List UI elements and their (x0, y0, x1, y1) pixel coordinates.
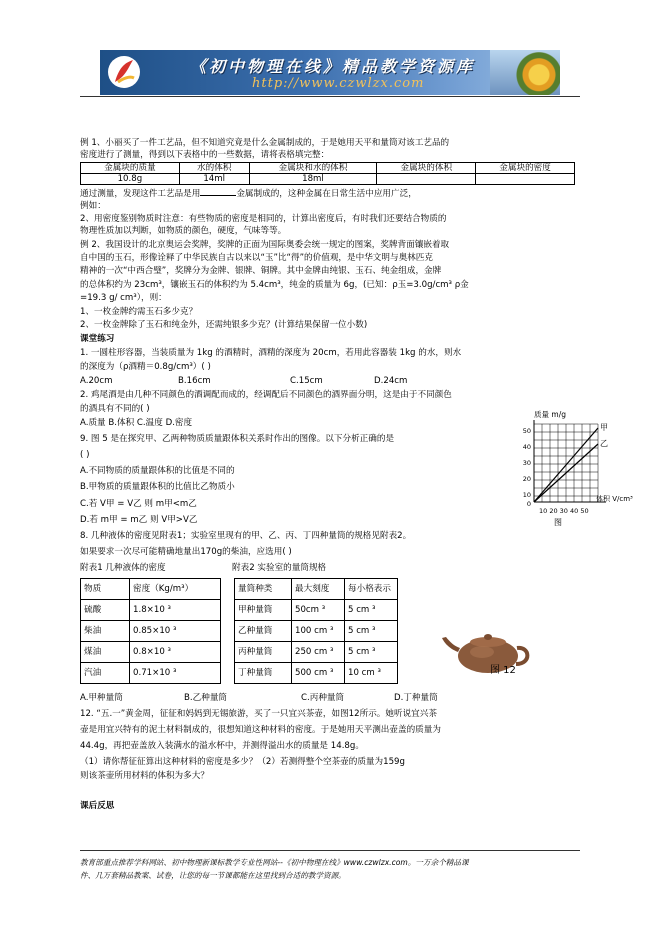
text-part: 通过测量，发现这件工艺品是用 (80, 189, 201, 199)
sunflower-image (490, 50, 560, 95)
graph-caption: 图 (554, 518, 562, 527)
text-line: 12. “五.一”黄金周，征征和妈妈到无锡旅游，买了一只宜兴茶壶，如图12所示。她听说宜兴茶 (80, 709, 437, 719)
table-cell: 0.71×10 ³ (130, 663, 221, 684)
text-line: 2、一枚金牌除了玉石和纯金外，还需纯银多少克？(计算结果保留一位小数) (80, 320, 368, 330)
footer-text: 教育部重点推荐学科网站、初中物理新课标教学专业性网站--《初中物理在线》www.czwlzx.com。一万余个精品课 (80, 858, 469, 867)
table-cell: 煤油 (81, 642, 130, 663)
table-cell: 500 cm ³ (292, 663, 345, 684)
table-cell: 10 cm ³ (345, 663, 398, 684)
table-cell (377, 174, 476, 185)
option: B.乙种量筒 (184, 693, 228, 703)
text-line: 1、一枚金牌约需玉石多少克？ (80, 307, 198, 317)
y-tick: 10 (522, 491, 531, 499)
table-header: 水的体积 (179, 163, 249, 174)
option: C.丙种量筒 (301, 693, 345, 703)
table-cell: 丙种量筒 (235, 642, 292, 663)
table-header: 金属块的质量 (81, 163, 180, 174)
text-line: 精神的一次“中西合璧”，奖牌分为金牌、银牌、铜牌。其中金牌由纯银、玉石、纯金组成，金牌 (80, 266, 442, 276)
line-b-label: 乙 (600, 439, 608, 448)
table-cell: 0.8×10 ³ (130, 642, 221, 663)
text-line: （1）请你帮征征算出这种材料的密度是多少？（2）若测得整个空茶壶的质量为159g (80, 757, 405, 767)
text-line: C.若 V甲 = V乙 则 m甲<m乙 (80, 499, 197, 509)
metal-table (80, 162, 575, 185)
text-line: B.甲物质的质量跟体积的比值比乙物质小 (80, 482, 235, 492)
header-rule (80, 96, 580, 97)
table-cell (476, 174, 575, 185)
text-line: 例如： (80, 201, 106, 211)
table-caption: 附表2 实验室的量筒规格 (232, 563, 327, 573)
text-line: 例 2、我国设计的北京奥运会奖牌，奖牌的正面为国际奥委会统一规定的图案，奖牌背面镶嵌着取 (80, 240, 450, 250)
banner-url: http://www.czwlzx.com (252, 76, 425, 91)
x-ticks: 10 20 30 40 50 (539, 507, 589, 515)
table-cell: 5 cm ³ (345, 621, 398, 642)
y-tick: 0 (526, 500, 531, 508)
figure-caption: 图 12 (490, 665, 516, 676)
footer-text: 件、几万套精品教案、试卷，让您的每一节课都能在这里找到合适的教学资源。 (80, 871, 346, 880)
table-header: 每小格表示 (345, 579, 398, 600)
option: A.20cm (80, 376, 113, 386)
text-line: D.若 m甲 = m乙 则 V甲>V乙 (80, 515, 198, 525)
text-line (80, 189, 417, 200)
graph-xlabel: 体积 V/cm³ (596, 495, 633, 503)
text-line: 自中国的玉石，形像诠释了中华民族自古以来以“玉”比“得”的价值观，是中华文明与奥林匹克 (80, 253, 433, 263)
text-line: 的深度为（ρ酒精＝0.8g/cm³）( ) (80, 362, 211, 372)
table-cell: 5 cm ³ (345, 642, 398, 663)
table-cell: 50cm ³ (292, 600, 345, 621)
text-part: 金属制成的，这种金属在日常生活中应用广泛， (236, 189, 417, 199)
teapot-image (438, 618, 538, 678)
text-line: 44.4g，再把壶盖放入装满水的溢水杯中，并测得溢出水的质量是 14.8g。 (80, 741, 364, 751)
text-line: 1. 一圆柱形容器，当装质量为 1kg 的酒精时，酒精的深度为 20cm，若用此容器装 1kg 的水，则水 (80, 348, 462, 358)
section-title: 课后反思 (80, 801, 115, 811)
table-cell: 乙种量筒 (235, 621, 292, 642)
table-cell: 丁种量筒 (235, 663, 292, 684)
logo-icon (106, 54, 142, 90)
text-line: A.不同物质的质量跟体积的比值是不同的 (80, 466, 235, 476)
text-line: 2、用密度鉴别物质时注意：有些物质的密度是相同的，计算出密度后，有时我们还要结合物质的 (80, 214, 447, 224)
graph-ylabel: 质量 m/g (534, 410, 566, 419)
table-cell: 18ml (249, 174, 377, 185)
table-header: 物质 (81, 579, 130, 600)
table-cell: 硫酸 (81, 600, 130, 621)
table-header: 量筒种类 (235, 579, 292, 600)
table-cell: 柴油 (81, 621, 130, 642)
text-line: =19.3 g/ cm³），则： (80, 293, 167, 303)
y-tick: 40 (522, 443, 531, 451)
table-cell: 1.8×10 ³ (130, 600, 221, 621)
text-line: 的总体积约为 23cm³，镶嵌玉石的体积约为 5.4cm³，纯金的质量为 6g，(已知：ρ玉=3.0g/cm³ ρ金 (80, 280, 469, 290)
table-cell: 汽油 (81, 663, 130, 684)
table-cell: 甲种量筒 (235, 600, 292, 621)
cylinder-table (234, 578, 398, 684)
table-header: 最大刻度 (292, 579, 345, 600)
section-title: 课堂练习 (80, 334, 115, 344)
y-tick: 30 (522, 459, 531, 467)
text-line: 壶是用宜兴特有的泥土材料制成的，很想知道这种材料的密度。于是她用天平测出壶盖的质量为 (80, 725, 441, 735)
option: D.丁种量筒 (394, 693, 438, 703)
density-table (80, 578, 221, 684)
option: A.甲种量筒 (80, 693, 123, 703)
text-line: 则该茶壶所用材料的体积为多大？ (80, 771, 209, 781)
mass-volume-graph (518, 410, 661, 536)
table-header: 金属块的密度 (476, 163, 575, 174)
table-caption: 附表1 几种液体的密度 (80, 563, 166, 573)
option: C.15cm (290, 376, 323, 386)
footer-rule (80, 850, 580, 851)
table-header: 密度（Kg/m³） (130, 579, 221, 600)
text-line: 密度进行了测量，得到以下表格中的一些数据，请将表格填完整： (80, 150, 330, 160)
banner-title: 《初中物理在线》精品教学资源库 (190, 57, 476, 76)
text-line: 2. 鸡尾酒是由几种不同颜色的酒调配而成的，经调配后不同颜色的酒界面分明，这是由于不同颜色 (80, 390, 452, 400)
table-cell: 100 cm ³ (292, 621, 345, 642)
text-line: 8. 几种液体的密度见附表1；实验室里现有的甲、乙、丙、丁四种量筒的规格见附表2。 (80, 531, 412, 541)
table-header: 金属块和水的体积 (249, 163, 377, 174)
y-tick: 50 (522, 427, 531, 435)
header-banner (100, 50, 560, 95)
option: B.16cm (178, 376, 211, 386)
option: D.24cm (374, 376, 408, 386)
text-line: 的酒具有不同的( ) (80, 404, 150, 414)
text-line: 如果要求一次尽可能精确地量出170g的柴油，应选用( ) (80, 547, 292, 557)
table-cell: 14ml (179, 174, 249, 185)
text-line: A.质量 B.体积 C.温度 D.密度 (80, 418, 193, 428)
line-a-label: 甲 (600, 423, 608, 432)
table-cell: 0.85×10 ³ (130, 621, 221, 642)
text-line: ( ) (80, 450, 90, 460)
table-cell: 5 cm ³ (345, 600, 398, 621)
table-cell: 10.8g (81, 174, 180, 185)
answer-blank (200, 195, 236, 196)
text-line: 9. 图 5 是在探究甲、乙两种物质质量跟体积关系时作出的图像。以下分析正确的是 (80, 434, 395, 444)
table-header: 金属块的体积 (377, 163, 476, 174)
text-line: 例 1、小丽买了一件工艺品，但不知道究竟是什么金属制成的，于是她用天平和量筒对该工艺品的 (80, 138, 450, 148)
text-line: 物理性质加以判断，如物质的颜色，硬度，气味等等。 (80, 226, 287, 236)
table-cell: 250 cm ³ (292, 642, 345, 663)
y-tick: 20 (522, 475, 531, 483)
